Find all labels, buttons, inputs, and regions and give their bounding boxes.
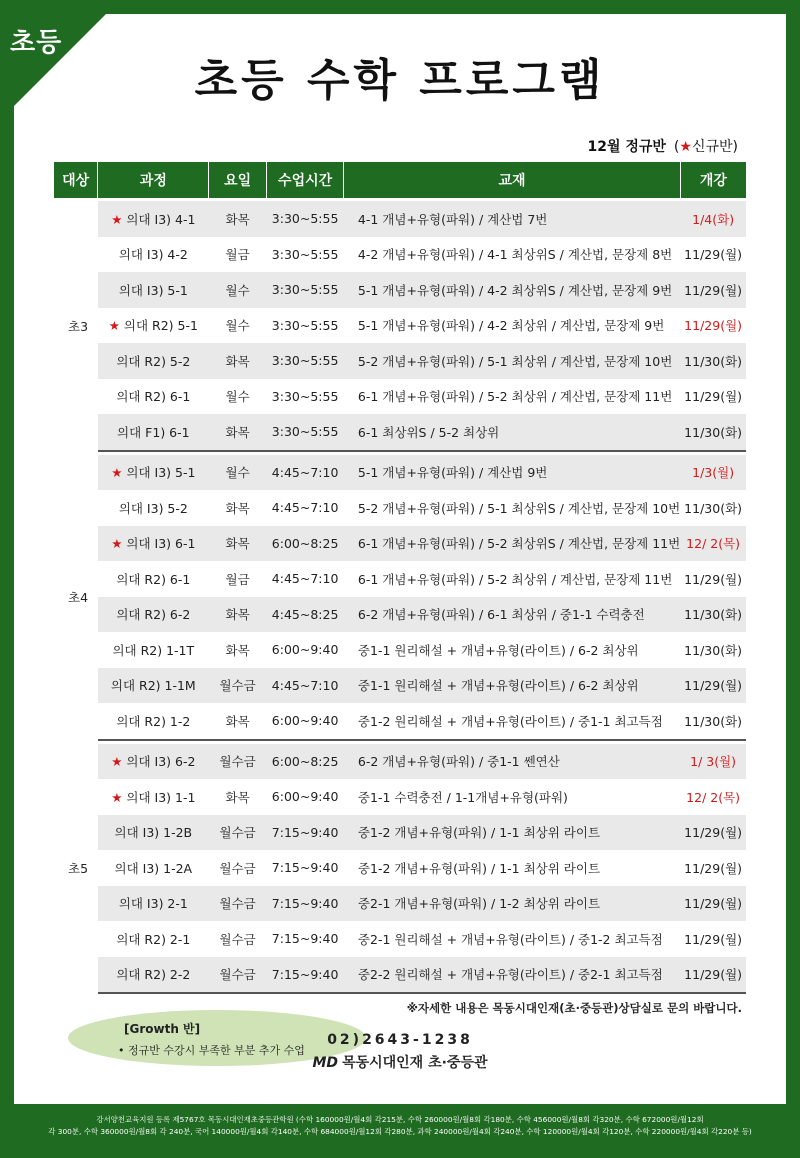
table-row xyxy=(54,744,746,780)
grade-cell: 초4 xyxy=(54,455,98,740)
schedule-table xyxy=(54,162,746,994)
time-cell: 7:15~9:40 xyxy=(266,815,344,851)
new-class-star-icon: ★ xyxy=(679,139,692,155)
course-name: 의대 I3) 5-2 xyxy=(118,500,188,516)
course-cell xyxy=(98,850,209,886)
time-cell: 4:45~7:10 xyxy=(271,571,339,587)
growth-title: [Growth 반] xyxy=(124,1022,201,1036)
textbook-cell: 6-2 개념+유형(파워) / 6-1 최상위 / 중1-1 수력충전 xyxy=(344,597,680,633)
table-row xyxy=(54,272,746,308)
textbook-cell: 5-2 개념+유형(파워) / 5-1 최상위 / 계산법, 문장제 10번 xyxy=(344,343,680,379)
course-name: 의대 I3) 5-1 xyxy=(118,282,188,298)
textbook-cell: 4-1 개념+유형(파워) / 계산법 7번 xyxy=(344,201,680,237)
course-cell xyxy=(98,957,209,994)
day-cell: 월수 xyxy=(209,272,266,308)
day-cell: 화목 xyxy=(225,500,250,516)
day-cell: 월금 xyxy=(225,571,250,587)
time-cell: 6:00~9:40 xyxy=(271,642,339,658)
course-cell xyxy=(98,561,209,597)
textbook-cell: 6-2 개념+유형(파워) / 중1-1 쎈연산 xyxy=(344,744,680,780)
course-name: 의대 I3) 1-2A xyxy=(114,860,193,876)
course-name: 의대 R2) 6-2 xyxy=(116,607,191,623)
day-cell: 화목 xyxy=(209,414,266,451)
start-date-cell: 11/29(월) xyxy=(680,272,746,308)
day-cell: 화목 xyxy=(225,789,250,805)
table-row xyxy=(54,526,746,562)
start-date-cell: 11/29(월) xyxy=(680,957,746,994)
time-cell: 3:30~5:55 xyxy=(271,388,339,404)
start-date-cell: 11/30(화) xyxy=(684,642,743,658)
table-header-row xyxy=(54,162,746,198)
start-date-cell: 11/30(화) xyxy=(680,597,746,633)
course-name: 의대 I3) 6-1 xyxy=(126,536,196,552)
course-cell xyxy=(98,668,209,704)
start-date-cell: 11/29(월) xyxy=(684,389,743,405)
day-cell: 월수 xyxy=(225,318,250,334)
course-cell xyxy=(98,490,209,526)
table-row xyxy=(54,561,746,597)
time-cell: 4:45~8:25 xyxy=(266,597,344,633)
schedule-subtitle xyxy=(587,136,738,156)
day-cell: 월수금 xyxy=(209,815,266,851)
table-row xyxy=(54,921,746,957)
textbook-cell: 4-2 개념+유형(파워) / 4-1 최상위S / 계산법, 문장제 8번 xyxy=(357,247,673,263)
textbook-cell: 5-1 개념+유형(파워) / 4-2 최상위 / 계산법, 문장제 9번 xyxy=(357,318,665,334)
time-cell: 6:00~8:25 xyxy=(266,526,344,562)
course-cell xyxy=(98,886,209,922)
course-cell xyxy=(98,414,209,451)
table-row xyxy=(54,455,746,491)
time-cell: 4:45~7:10 xyxy=(266,668,344,704)
new-class-star-icon: ★ xyxy=(111,536,123,552)
textbook-cell: 6-1 개념+유형(파워) / 5-2 최상위S / 계산법, 문장제 11번 xyxy=(344,526,680,562)
course-cell xyxy=(98,815,209,851)
table-row xyxy=(54,815,746,851)
corner-label: 초등 xyxy=(10,28,63,58)
time-cell: 6:00~9:40 xyxy=(266,703,344,740)
table-row xyxy=(54,379,746,415)
course-cell xyxy=(98,308,209,344)
grade-cell: 초5 xyxy=(54,744,98,994)
textbook-cell: 중2-1 원리해설 + 개념+유형(라이트) / 중1-2 최고득점 xyxy=(357,931,663,947)
start-date-cell: 11/29(월) xyxy=(684,571,743,587)
start-date-cell: 11/30(화) xyxy=(680,703,746,740)
subtitle-paren: ( xyxy=(673,139,680,155)
start-date-cell: 1/3(월) xyxy=(680,455,746,491)
course-name: 의대 R2) 2-2 xyxy=(116,967,191,983)
course-cell xyxy=(98,343,209,379)
course-name: 의대 I3) 4-2 xyxy=(118,247,188,263)
new-class-star-icon: ★ xyxy=(111,465,123,481)
textbook-cell: 6-1 개념+유형(파워) / 5-2 최상위 / 계산법, 문장제 11번 xyxy=(357,571,673,587)
table-row xyxy=(54,632,746,668)
header-start-date: 개강 xyxy=(680,162,746,198)
header-time: 수업시간 xyxy=(266,162,344,198)
time-cell: 3:30~5:55 xyxy=(266,201,344,237)
table-row xyxy=(54,201,746,237)
course-cell xyxy=(98,201,209,237)
time-cell: 3:30~5:55 xyxy=(266,343,344,379)
time-cell: 6:00~8:25 xyxy=(266,744,344,780)
textbook-cell: 6-1 최상위S / 5-2 최상위 xyxy=(344,414,680,451)
course-name: 의대 R2) 1-1T xyxy=(112,642,195,658)
time-cell: 3:30~5:55 xyxy=(266,272,344,308)
time-cell: 4:45~7:10 xyxy=(266,455,344,491)
start-date-cell: 11/29(월) xyxy=(684,247,743,263)
time-cell: 7:15~9:40 xyxy=(271,931,339,947)
course-name: 의대 I3) 6-2 xyxy=(126,754,196,770)
phone-number: 02)2643-1238 xyxy=(327,1032,473,1048)
time-cell: 4:45~7:10 xyxy=(271,500,339,516)
time-cell: 3:30~5:55 xyxy=(266,414,344,451)
header-target: 대상 xyxy=(54,162,98,198)
course-cell xyxy=(98,779,209,815)
day-cell: 월수금 xyxy=(219,931,256,947)
course-cell xyxy=(98,703,209,740)
textbook-cell: 중1-1 수력충전 / 1-1개념+유형(파워) xyxy=(357,789,568,805)
time-cell: 7:15~9:40 xyxy=(271,860,339,876)
start-date-cell: 11/30(화) xyxy=(680,414,746,451)
start-date-cell: 11/29(월) xyxy=(680,815,746,851)
course-name: 의대 R2) 2-1 xyxy=(116,931,191,947)
textbook-cell: 5-2 개념+유형(파워) / 5-1 최상위S / 계산법, 문장제 10번 xyxy=(357,500,681,516)
table-row xyxy=(54,237,746,273)
textbook-cell: 중1-1 원리해설 + 개념+유형(라이트) / 6-2 최상위 xyxy=(344,668,680,704)
course-name: 의대 I3) 4-1 xyxy=(126,211,196,227)
start-date-cell: 11/29(월) xyxy=(684,931,743,947)
course-cell xyxy=(98,526,209,562)
start-date-cell: 1/4(화) xyxy=(680,201,746,237)
textbook-cell: 중1-2 개념+유형(파워) / 1-1 최상위 라이트 xyxy=(357,860,601,876)
day-cell: 월금 xyxy=(225,247,250,263)
contact-notice: ※자세한 내용은 목동시대인재(초·중등관)상담실로 문의 바랍니다. xyxy=(406,1001,742,1015)
course-cell xyxy=(98,921,209,957)
page-title: 초등 수학 프로그램 xyxy=(194,55,606,106)
course-name: 의대 R2) 1-1M xyxy=(110,678,196,694)
subtitle-new-class: 신규반) xyxy=(691,139,738,155)
time-cell: 7:15~9:40 xyxy=(266,886,344,922)
start-date-cell: 11/29(월) xyxy=(684,318,743,334)
time-cell: 7:15~9:40 xyxy=(266,957,344,994)
table-row xyxy=(54,308,746,344)
day-cell: 월수 xyxy=(225,389,250,405)
course-cell xyxy=(98,597,209,633)
course-cell xyxy=(98,632,209,668)
brand-line xyxy=(0,1052,800,1072)
header-day: 요일 xyxy=(209,162,266,198)
textbook-cell: 중1-1 원리해설 + 개념+유형(라이트) / 6-2 최상위 xyxy=(357,642,639,658)
textbook-cell: 5-1 개념+유형(파워) / 4-2 최상위S / 계산법, 문장제 9번 xyxy=(344,272,680,308)
textbook-cell: 중1-2 원리해설 + 개념+유형(라이트) / 중1-1 최고득점 xyxy=(344,703,680,740)
textbook-cell: 중2-1 개념+유형(파워) / 1-2 최상위 라이트 xyxy=(344,886,680,922)
table-row xyxy=(54,668,746,704)
course-name: 의대 R2) 5-2 xyxy=(116,353,191,369)
footer-line-2: 각 300분, 수학 360000원/월8회 각 240분, 국어 140000원/월4회 각140분, 수학 684000원/월12회 각280분, 과학 240000원/월4회 각240분, 수학 120000원/월4회 각120분, 수학 220000원/월4회 각220분 등) xyxy=(48,1127,752,1136)
start-date-cell: 12/ 2(목) xyxy=(686,789,741,805)
start-date-cell: 11/29(월) xyxy=(680,886,746,922)
day-cell: 월수금 xyxy=(209,668,266,704)
course-name: 의대 I3) 2-1 xyxy=(118,896,188,912)
time-cell: 6:00~9:40 xyxy=(271,789,339,805)
course-name: 의대 I3) 1-1 xyxy=(126,789,196,805)
start-date-cell: 12/ 2(목) xyxy=(680,526,746,562)
header-course: 과정 xyxy=(98,162,209,198)
start-date-cell: 11/30(화) xyxy=(680,343,746,379)
table-row xyxy=(54,343,746,379)
day-cell: 화목 xyxy=(209,597,266,633)
course-cell xyxy=(98,379,209,415)
day-cell: 화목 xyxy=(209,703,266,740)
course-name: 의대 F1) 6-1 xyxy=(117,424,190,440)
brand-name: 목동시대인재 초·중등관 xyxy=(342,1055,488,1071)
course-cell xyxy=(98,455,209,491)
start-date-cell: 11/30(화) xyxy=(684,500,743,516)
textbook-cell: 5-1 개념+유형(파워) / 계산법 9번 xyxy=(344,455,680,491)
start-date-cell: 11/29(월) xyxy=(680,668,746,704)
day-cell: 화목 xyxy=(209,343,266,379)
course-cell xyxy=(98,744,209,780)
course-name: 의대 R2) 6-1 xyxy=(116,389,191,405)
course-name: 의대 R2) 5-1 xyxy=(123,318,198,334)
grade-cell: 초3 xyxy=(54,201,98,451)
new-class-star-icon: ★ xyxy=(111,754,123,770)
table-row xyxy=(54,779,746,815)
footer-legal xyxy=(14,1114,786,1138)
time-cell: 3:30~5:55 xyxy=(271,246,339,262)
brand-logo-icon: MD xyxy=(312,1055,339,1071)
table-row xyxy=(54,703,746,740)
day-cell: 월수금 xyxy=(209,744,266,780)
table-row xyxy=(54,414,746,451)
course-name: 의대 R2) 1-2 xyxy=(116,713,191,729)
day-cell: 화목 xyxy=(225,642,250,658)
day-cell: 화목 xyxy=(209,526,266,562)
table-row xyxy=(54,957,746,994)
day-cell: 화목 xyxy=(209,201,266,237)
textbook-cell: 중2-2 원리해설 + 개념+유형(라이트) / 중2-1 최고득점 xyxy=(344,957,680,994)
textbook-cell: 중1-2 개념+유형(파워) / 1-1 최상위 라이트 xyxy=(344,815,680,851)
new-class-star-icon: ★ xyxy=(111,789,123,805)
course-name: 의대 I3) 5-1 xyxy=(126,465,196,481)
course-name: 의대 I3) 1-2B xyxy=(114,825,193,841)
textbook-cell: 6-1 개념+유형(파워) / 5-2 최상위 / 계산법, 문장제 11번 xyxy=(357,389,673,405)
day-cell: 월수금 xyxy=(209,886,266,922)
new-class-star-icon: ★ xyxy=(108,318,120,334)
table-row xyxy=(54,886,746,922)
start-date-cell: 1/ 3(월) xyxy=(680,744,746,780)
table-row xyxy=(54,597,746,633)
course-name: 의대 R2) 6-1 xyxy=(116,571,191,587)
table-row xyxy=(54,850,746,886)
table-row xyxy=(54,490,746,526)
new-class-star-icon: ★ xyxy=(111,211,123,227)
growth-description: • 정규반 수강시 부족한 부분 추가 수업 xyxy=(118,1044,305,1057)
subtitle-month: 12월 정규반 xyxy=(587,139,666,155)
header-textbook: 교재 xyxy=(344,162,680,198)
day-cell: 월수 xyxy=(209,455,266,491)
day-cell: 월수금 xyxy=(219,860,256,876)
course-cell xyxy=(98,272,209,308)
footer-line-1: 강서양천교육지원 등록 제5767호 목동시대인재초중등관학원 (수학 160000원/월4회 각215분, 수학 260000원/월8회 각180분, 수학 456000원/월8회 각320분, 수학 672000원/월12회 xyxy=(96,1115,704,1124)
time-cell: 3:30~5:55 xyxy=(271,317,339,333)
start-date-cell: 11/29(월) xyxy=(684,860,743,876)
course-cell xyxy=(98,237,209,273)
day-cell: 월수금 xyxy=(209,957,266,994)
